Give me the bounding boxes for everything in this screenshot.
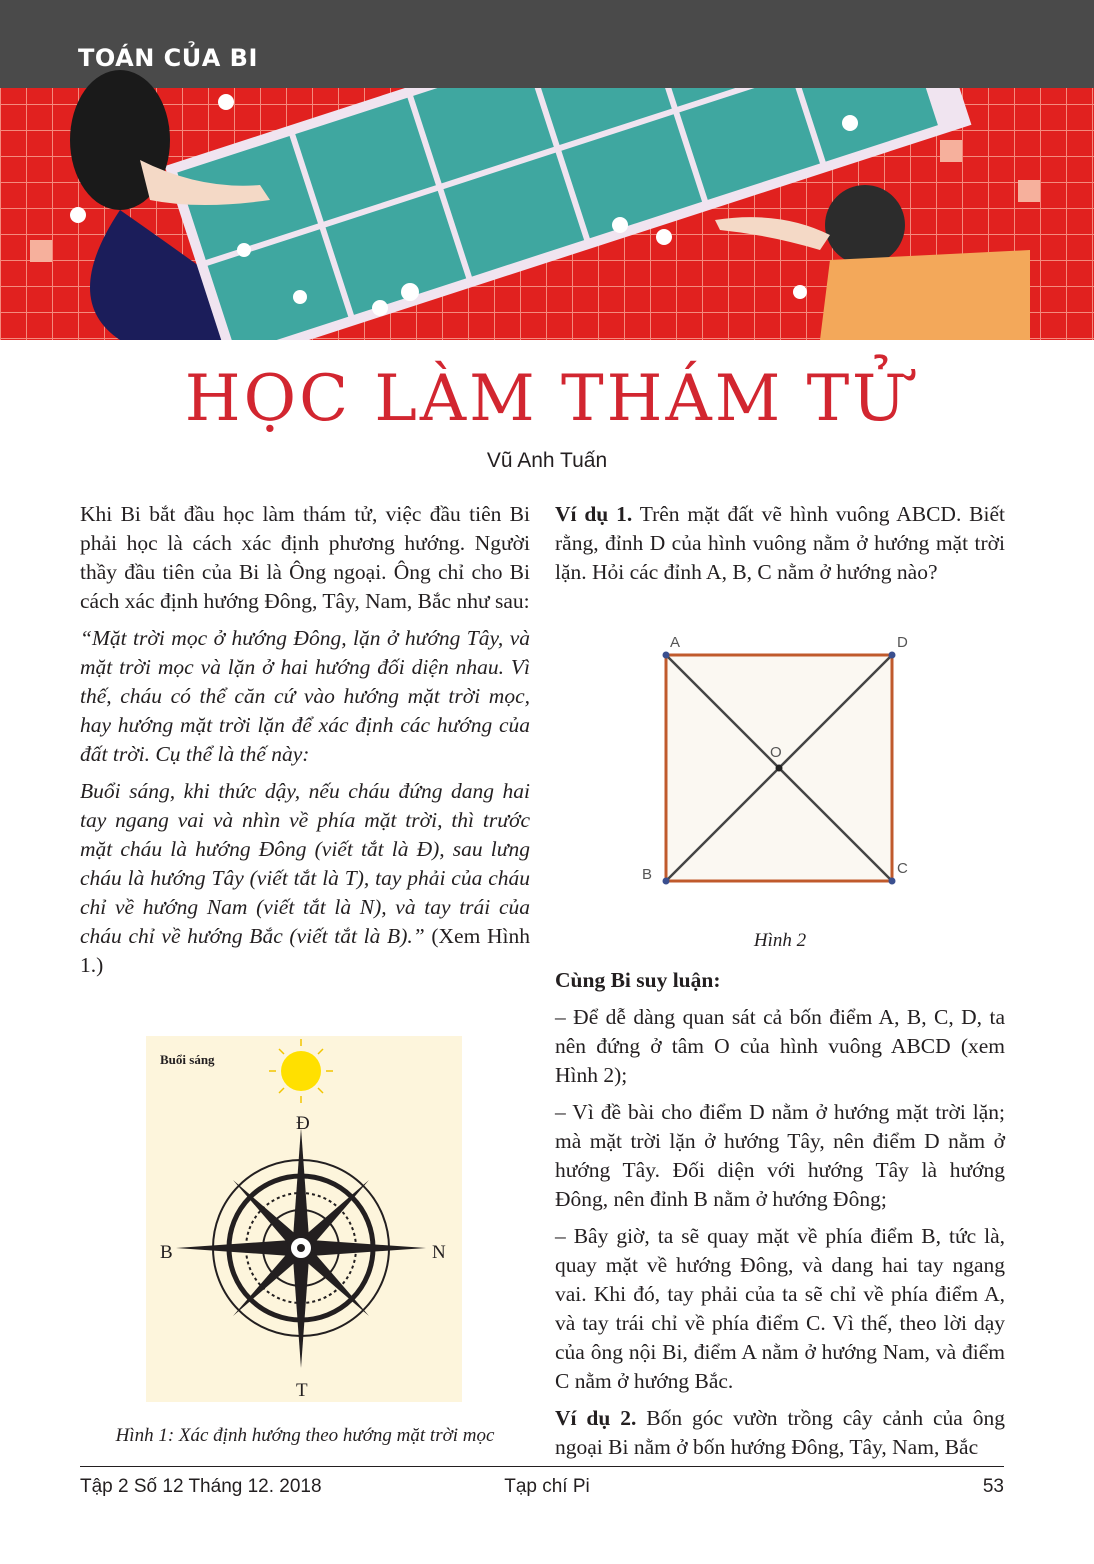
example-1-label: Ví dụ 1. <box>555 502 633 526</box>
example-2-label: Ví dụ 2. <box>555 1406 637 1430</box>
compass-north-label: Đ <box>296 1113 310 1134</box>
right-column <box>555 500 1005 595</box>
compass-rose-icon <box>146 1036 462 1402</box>
example-1-text: Trên mặt đất vẽ hình vuông ABCD. Biết rằng, đỉnh D của hình vuông nằm ở hướng mặt trời lặn. Hỏi các đỉnh A, B, C nằm ở hướng nào? <box>555 502 1006 584</box>
reasoning-step-3: – Bây giờ, ta sẽ quay mặt về phía điểm B, tức là, quay mặt về hướng Đông, và dang hai tay ngang vai. Khi đó, tay phải của ta sẽ chỉ về phía điểm A, và tay trái chỉ về phía điểm C. Vì thế, theo lời dạy của ông nội Bi, điểm A nằm ở hướng Nam, và điểm C nằm ở hướng Bắc. <box>555 1224 1005 1393</box>
vertex-d-label: D <box>897 634 908 651</box>
compass-east-label: N <box>432 1242 446 1263</box>
figure-1-label: Buổi sáng <box>160 1052 215 1067</box>
footer-magazine: Tạp chí Pi <box>504 1476 590 1497</box>
vertex-c-label: C <box>897 860 908 877</box>
footer-issue: Tập 2 Số 12 Tháng 12. 2018 <box>80 1476 322 1497</box>
left-column <box>80 500 530 988</box>
example-2-paragraph <box>555 1404 1005 1462</box>
compass-south-label: T <box>296 1380 308 1401</box>
example-2-text: Bốn góc vườn trồng cây cảnh của ông ngoại Bi nằm ở bốn hướng Đông, Tây, Nam, Bắc <box>555 1406 1005 1459</box>
square-diagram <box>630 625 930 885</box>
article-author: Vũ Anh Tuấn <box>486 449 608 472</box>
sun-icon <box>269 1039 333 1103</box>
article-title: HỌC LÀM THÁM TỬ <box>184 362 910 436</box>
footer-divider <box>80 1466 1004 1467</box>
figure-2-square <box>630 625 930 885</box>
quote-2-ref: (Xem Hình 1.) <box>80 924 530 977</box>
vertex-b-label: B <box>642 866 653 883</box>
header-illustration <box>0 0 1094 340</box>
section-label: TOÁN CỦA BI <box>78 44 258 72</box>
quote-paragraph-1: “Mặt trời mọc ở hướng Đông, lặn ở hướng Tây, và mặt trời mọc và lặn ở hai hướng đối diện nhau. Vì thế, cháu có thể căn cứ vào hướng mặt trời mọc, hay hướng mặt trời lặn để xác định các hướng của đất trời. Cụ thể là thế này: <box>80 626 530 766</box>
figure-1-caption: Hình 1: Xác định hướng theo hướng mặt trời mọc <box>115 1425 495 1446</box>
example-1-paragraph <box>555 500 1005 587</box>
center-o-label: O <box>770 744 782 761</box>
figure-1-compass <box>146 1036 462 1402</box>
figure-2-caption: Hình 2 <box>753 930 807 951</box>
compass-west-label: B <box>160 1242 173 1263</box>
reasoning-step-2: – Vì đề bài cho điểm D nằm ở hướng mặt trời lặn; mà mặt trời lặn ở hướng Tây, nên điểm D nằm ở hướng Tây. Đối diện với hướng Tây là hướng Đông, nên đỉnh B nằm ở hướng Đông; <box>555 1100 1005 1211</box>
reasoning-heading: Cùng Bi suy luận: <box>555 968 721 992</box>
intro-paragraph: Khi Bi bắt đầu học làm thám tử, việc đầu tiên Bi phải học là cách xác định phương hướng. Người thầy đầu tiên của Bi là Ông ngoại. Ông chỉ cho Bi cách xác định hướng Đông, Tây, Nam, Bắc như sau: <box>80 502 530 613</box>
reasoning-step-1: – Để dễ dàng quan sát cả bốn điểm A, B, C, D, ta nên đứng ở tâm O của hình vuông ABCD (xem Hình 2); <box>555 1005 1005 1087</box>
vertex-a-label: A <box>670 634 681 651</box>
reasoning-section <box>555 966 1005 1470</box>
quote-paragraph-2 <box>80 777 530 980</box>
page-number: 53 <box>982 1476 1004 1497</box>
quote-2-text: Buổi sáng, khi thức dậy, nếu cháu đứng dang hai tay ngang vai và nhìn về phía mặt trời, thì trước mặt cháu là hướng Đông (viết tắt là Đ), sau lưng cháu là hướng Tây (viết tắt là T), tay phải của cháu chỉ về hướng Nam (viết tắt là N), và tay trái của cháu chỉ về hướng Bắc (viết tắt là B).” <box>80 779 530 948</box>
